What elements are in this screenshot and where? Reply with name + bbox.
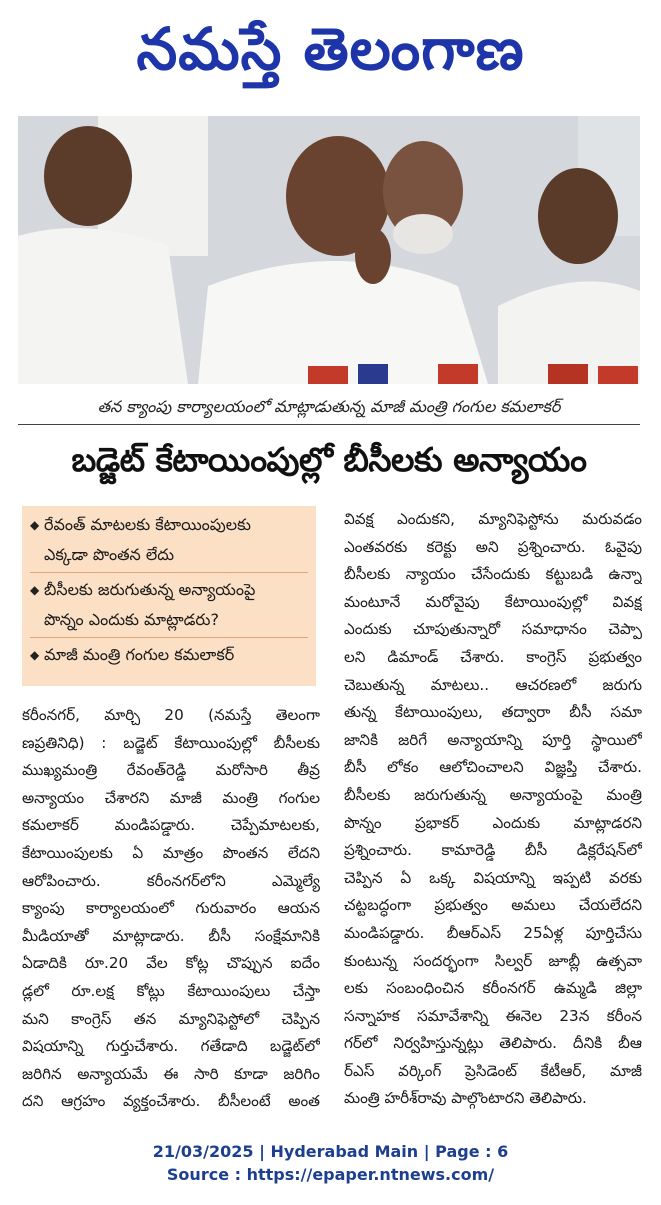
article-line: లని డిమాండ్ చేశారు. కాంగ్రెస్ ప్రభుత్వం — [344, 647, 642, 666]
article-line: ఆరోపించారు. కరీంనగర్‌లోని ఎమ్మెల్యే — [22, 871, 320, 890]
article-column-left — [22, 702, 320, 1116]
article-line: ణప్రతినిధి) : బడ్జెట్ కేటాయింపుల్లో బీసీలకు — [22, 733, 320, 752]
footer-source: Source : https://epaper.ntnews.com/ — [166, 1165, 495, 1184]
article-line: కేటాయింపులకు ఏ మాత్రం పొంతన లేదని — [22, 843, 320, 862]
article-line: తున్న కేటాయింపులు, తద్వారా బీసీ సమా — [344, 703, 642, 722]
article-line: లకు సంబంధించిన కరీంనగర్ ఉమ్మడి జిల్లా — [344, 979, 642, 998]
article-line: డ్లలో రూ.లక్ష కోట్లు కేటాయింపులు చేస్తా — [22, 981, 320, 1000]
article-line: జరిగిన అన్యాయమే ఈ సారి కూడా జరిగిం — [22, 1064, 320, 1083]
article-line: ఏడాదికి రూ.20 వేల కోట్ల చొప్పున ఐదేం — [22, 954, 320, 973]
article-line: దని ఆగ్రహం వ్యక్తంచేశారు. బీసీలంటే అంత — [22, 1092, 320, 1111]
article-line: చెబుతున్న మాటలు.. ఆచరణలో జరుగు — [344, 675, 642, 694]
article-line: బీసీలకు న్యాయం చేసేందుకు కట్టుబడి ఉన్నా — [344, 565, 642, 584]
news-photo — [18, 116, 640, 384]
highlight-line: బీసీలకు జరుగుతున్న అన్యాయంపై — [44, 580, 256, 599]
article-line: మీడియాతో మాట్లాడారు. బీసీ సంక్షేమానికి — [22, 926, 320, 945]
article-line: ర్ఎస్ వర్కింగ్ ప్రెసిడెంట్ కేటీఆర్, మాజీ — [344, 1061, 642, 1080]
article-line: ఎంతవరకు కరెక్టు అని ప్రశ్నించారు. ఓవైపు — [344, 537, 642, 556]
article-line: పొన్నం ప్రభాకర్ ఎందుకు మాట్లాడరని — [344, 813, 642, 832]
article-line: మండిపడ్డారు. బీఆర్ఎస్ 25ఏళ్ల పూర్తిచేసు — [344, 923, 642, 942]
article-line: అన్యాయం చేశారని మాజీ మంత్రి గంగుల — [22, 788, 320, 807]
highlights-box — [22, 506, 316, 686]
highlight-divider — [30, 637, 308, 638]
highlight-line: మాజీ మంత్రి గంగుల కమలాకర్ — [44, 645, 235, 664]
article-line: కరీంనగర్, మార్చి 20 (నమస్తే తెలంగా — [22, 706, 320, 724]
article-line: విషయాన్ని గుర్తుచేశారు. గతేడాది బడ్జెట్‌లో — [22, 1037, 320, 1056]
article-line: మని కాంగ్రెస్ తన మ్యానిఫెస్టోలో చెప్పిన — [22, 1009, 320, 1028]
caption-text: తన క్యాంపు కార్యాలయంలో మాట్లాడుతున్న మాజీ మంత్రి గంగుల కమలాకర్ — [97, 396, 561, 416]
bullet-icon: ◆ — [30, 583, 40, 597]
article-line: మంత్రి హరీశ్‌రావు పాల్గొంటారని తెలిపారు. — [344, 1089, 587, 1108]
article-line: మంటూనే మరోవైపు కేటాయింపుల్లో వివక్ష — [344, 592, 642, 611]
article-line: చెప్పిన ఏ ఒక్క విషయాన్ని ఇప్పటి వరకు — [344, 868, 642, 887]
bullet-icon: ◆ — [30, 648, 40, 662]
photo-illustration — [18, 116, 640, 384]
article-line: ప్రశ్నించారు. కామారెడ్డి బీసీ డిక్లరేషన్‌లో — [344, 841, 642, 860]
masthead — [0, 0, 661, 112]
bullet-icon: ◆ — [30, 518, 40, 532]
highlight-line: పొన్నం ఎందుకు మాట్లాడరు? — [44, 610, 219, 629]
article-line: కమలాకర్ మండిపడ్డారు. చెప్పేమాటలకు, — [22, 816, 320, 835]
highlight-divider — [30, 572, 308, 573]
article-line: వివక్ష ఎందుకని, మ్యానిఫెస్టోను మరువడం — [344, 510, 642, 528]
article-line: ఎందుకు చూపుతున్నారో సమాధానం చెప్పా — [344, 620, 642, 639]
headline — [18, 430, 640, 496]
article-line: సన్నాహక సమావేశాన్ని ఈనెల 23న కరీంన — [344, 1006, 642, 1025]
article-line: ముఖ్యమంత్రి రేవంత్‌రెడ్డి మరోసారి తీవ్ర — [22, 761, 320, 780]
footer-date-edition: 21/03/2025 | Hyderabad Main | Page : 6 — [152, 1142, 509, 1161]
article-line: జానికి జరిగే అన్యాయాన్ని పూర్తి స్థాయిలో — [344, 730, 642, 749]
article-line: క్యాంపు కార్యాలయంలో గురువారం ఆయన — [22, 899, 320, 918]
article-line: బీసీ లోకం ఆలోచించాలని విజ్ఞప్తి చేశారు. — [344, 758, 642, 777]
footer — [0, 1140, 661, 1186]
newspaper-title: నమస్తే తెలంగాణ — [136, 14, 525, 83]
highlight-item — [30, 510, 308, 570]
article-line: చట్టబద్ధంగా ప్రభుత్వం అమలు చేయలేదని — [344, 896, 642, 915]
highlight-line: ఎక్కడా పొంతన లేదు — [44, 545, 175, 564]
article-line: గర్‌లో నిర్వహిస్తున్నట్లు తెలిపారు. దీనికి బీఆ — [344, 1034, 642, 1053]
article-line: కుంటున్న సందర్భంగా సిల్వర్ జూబ్లీ ఉత్సవా — [344, 951, 642, 970]
headline-text: బడ్జెట్ కేటాయింపుల్లో బీసీలకు అన్యాయం — [71, 439, 587, 479]
highlight-line: రేవంత్ మాటలకు కేటాయింపులకు — [44, 515, 251, 534]
highlight-item — [30, 575, 308, 635]
photo-caption — [18, 392, 640, 425]
article-line: బీసీలకు జరుగుతున్న అన్యాయంపై మంత్రి — [344, 785, 642, 804]
highlight-item — [30, 640, 308, 670]
article-column-right — [344, 506, 642, 1113]
